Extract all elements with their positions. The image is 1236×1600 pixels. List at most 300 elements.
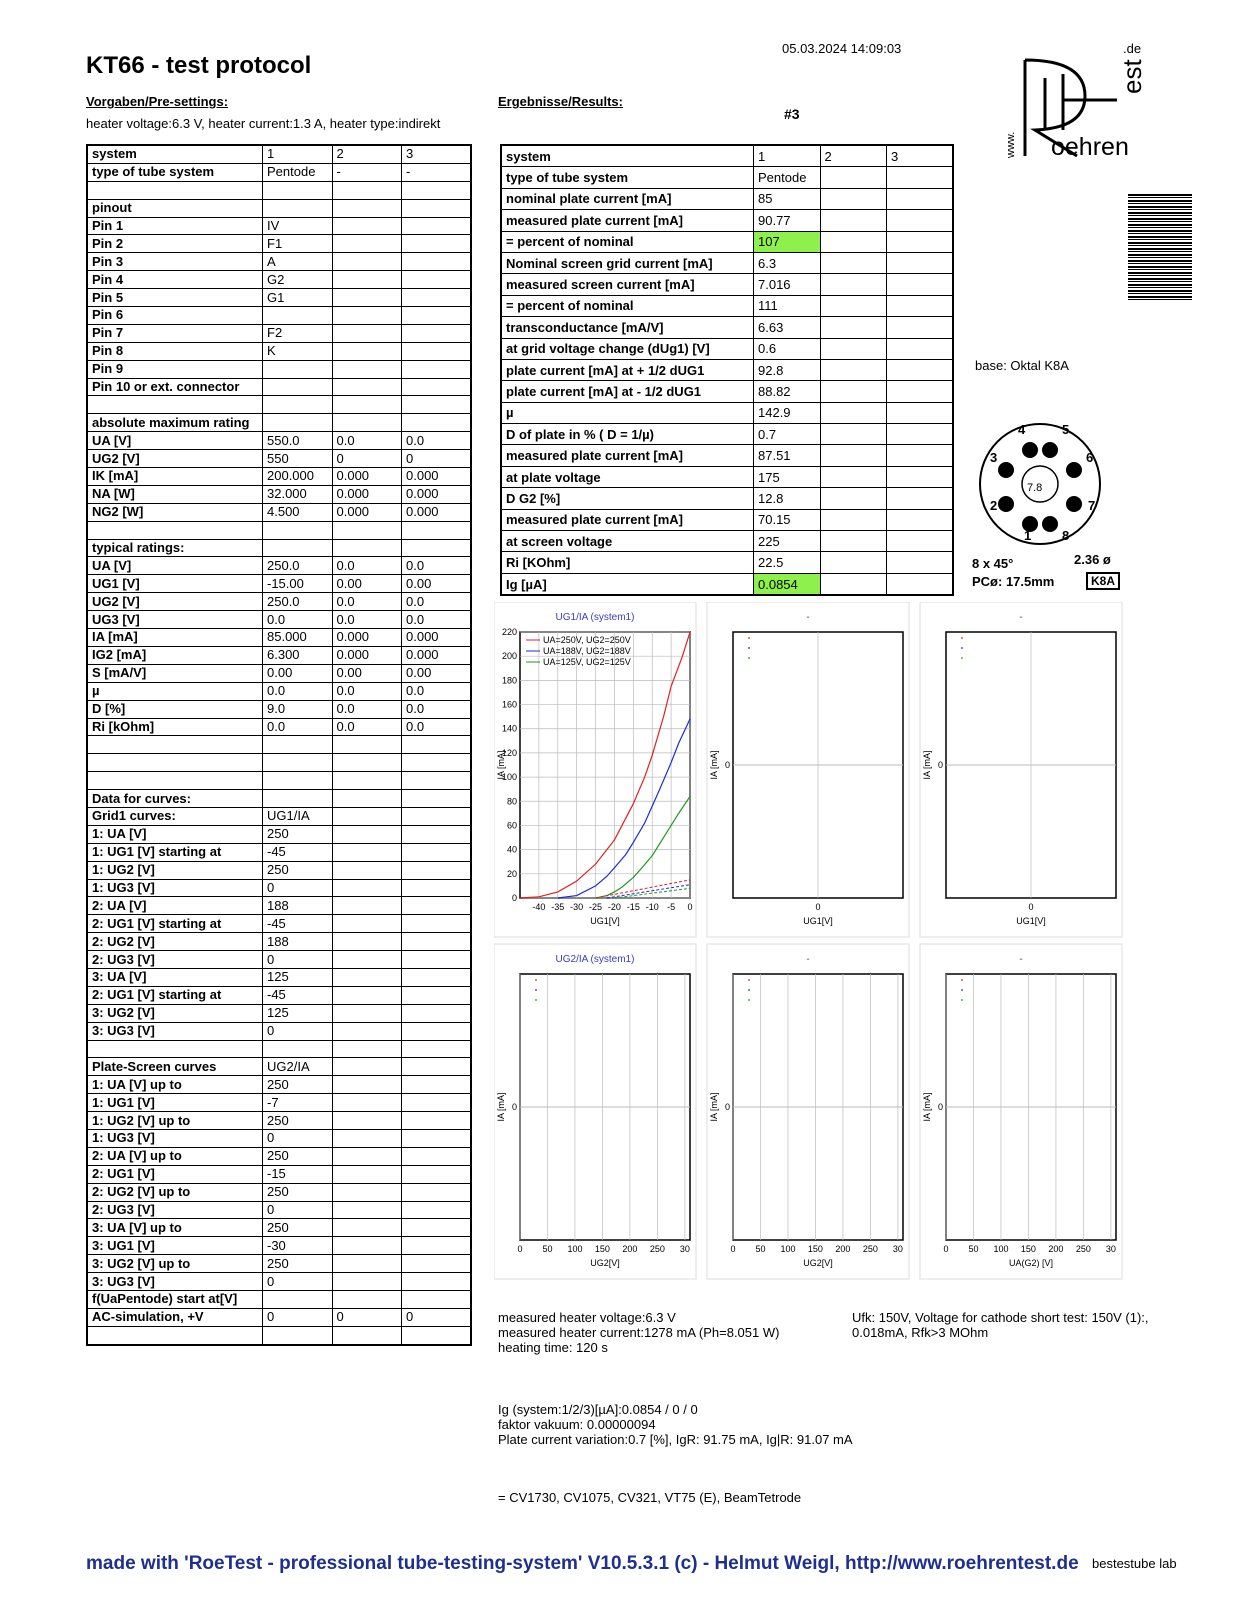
results-table	[500, 144, 954, 596]
table-cell	[402, 521, 472, 539]
table-cell	[820, 210, 887, 231]
table-row	[87, 432, 471, 450]
table-row	[87, 1219, 471, 1237]
table-row	[87, 468, 471, 486]
x-tick-label: 150	[1020, 1244, 1036, 1254]
table-cell: 0.00	[402, 575, 472, 593]
x-tick-label: -40	[532, 902, 546, 912]
table-cell	[402, 1237, 472, 1255]
table-cell	[332, 1201, 402, 1219]
table-cell: UG2 [V]	[87, 593, 263, 611]
pin-label-1: 1	[1024, 528, 1032, 543]
table-cell: 0	[263, 879, 333, 897]
table-cell: 0.7	[754, 424, 821, 445]
legend-dot	[748, 647, 750, 649]
table-cell: 3	[402, 145, 472, 163]
table-row	[87, 342, 471, 360]
table-cell: S [mA/V]	[87, 664, 263, 682]
table-cell	[402, 879, 472, 897]
table-cell	[263, 790, 333, 808]
table-cell: 12.8	[754, 488, 821, 509]
table-cell: 0.0	[402, 432, 472, 450]
table-cell: UG3 [V]	[87, 611, 263, 629]
y-tick-label: 0	[937, 760, 943, 770]
table-row	[87, 450, 471, 468]
table-cell: 188	[263, 897, 333, 915]
table-cell	[402, 235, 472, 253]
table-cell	[820, 274, 887, 295]
table-cell	[332, 1326, 402, 1344]
table-row	[87, 718, 471, 736]
table-row	[87, 593, 471, 611]
x-axis-label: UA(G2) [V]	[1008, 1258, 1054, 1268]
legend-dot	[748, 979, 750, 981]
table-cell	[332, 843, 402, 861]
y-tick-label: 200	[501, 651, 517, 662]
table-cell: F2	[263, 324, 333, 342]
table-cell: -45	[263, 915, 333, 933]
table-row	[87, 271, 471, 289]
table-cell	[332, 1273, 402, 1291]
table-cell: f(UaPentode) start at[V]	[87, 1291, 263, 1309]
table-cell	[402, 1291, 472, 1309]
table-cell: 0	[263, 1201, 333, 1219]
table-cell: 0.000	[332, 468, 402, 486]
table-cell	[263, 1291, 333, 1309]
table-cell: NG2 [W]	[87, 503, 263, 521]
x-tick-label: 250	[1075, 1244, 1091, 1254]
table-cell: 250	[263, 1112, 333, 1130]
table-cell	[402, 217, 472, 235]
table-row	[87, 611, 471, 629]
table-cell	[263, 199, 333, 217]
table-row	[501, 145, 953, 167]
base-pin-diameter: 2.36 ø	[1074, 552, 1111, 567]
table-cell	[887, 252, 954, 273]
table-cell	[887, 402, 954, 423]
table-cell: 1: UG2 [V] up to	[87, 1112, 263, 1130]
table-cell	[402, 1129, 472, 1147]
table-cell: 0.0	[402, 718, 472, 736]
table-cell: measured plate current [mA]	[501, 210, 754, 231]
table-row	[87, 378, 471, 396]
table-cell	[87, 736, 263, 754]
pin-label-6: 6	[1086, 450, 1094, 465]
table-row	[87, 682, 471, 700]
x-tick-label: 0	[1028, 902, 1034, 912]
table-cell: D of plate in % ( D = 1/µ)	[501, 424, 754, 445]
table-cell	[402, 736, 472, 754]
table-row	[87, 1201, 471, 1219]
table-cell	[402, 843, 472, 861]
table-cell: 6.3	[754, 252, 821, 273]
table-cell	[402, 1094, 472, 1112]
table-cell: UA [V]	[87, 557, 263, 575]
table-cell: 1: UG3 [V]	[87, 1129, 263, 1147]
x-tick-label: 150	[807, 1244, 823, 1254]
table-row	[87, 646, 471, 664]
table-cell	[820, 424, 887, 445]
chart-title: UG2/IA (system1)	[555, 954, 635, 965]
table-cell	[402, 414, 472, 432]
table-cell	[820, 445, 887, 466]
charts-area	[494, 602, 1124, 1304]
table-cell	[402, 897, 472, 915]
table-row	[87, 1112, 471, 1130]
x-tick-label: 100	[780, 1244, 796, 1254]
table-row	[87, 396, 471, 414]
table-cell: plate current [mA] at + 1/2 dUG1	[501, 359, 754, 380]
table-cell: at grid voltage change (dUg1) [V]	[501, 338, 754, 359]
table-cell: 7.016	[754, 274, 821, 295]
x-tick-label: 0	[943, 1244, 949, 1254]
table-cell: 0.0	[332, 718, 402, 736]
presettings-heading: Vorgaben/Pre-settings:	[86, 94, 229, 109]
x-tick-label: 50	[542, 1244, 553, 1254]
table-cell: 550.0	[263, 432, 333, 450]
x-axis-label: UG2[V]	[590, 1258, 620, 1268]
y-tick-label: 60	[506, 820, 517, 831]
table-cell	[402, 1255, 472, 1273]
table-cell: 2: UA [V] up to	[87, 1147, 263, 1165]
table-cell	[887, 552, 954, 573]
x-tick-label: 50	[755, 1244, 766, 1254]
table-cell	[87, 1040, 263, 1058]
table-cell	[820, 381, 887, 402]
pin-label-5: 5	[1062, 422, 1070, 437]
table-cell	[332, 235, 402, 253]
x-tick-label: 30	[679, 1244, 690, 1254]
x-tick-label: 200	[835, 1244, 851, 1254]
y-tick-label: 40	[506, 844, 517, 855]
table-cell	[402, 790, 472, 808]
table-cell	[332, 217, 402, 235]
presettings-table	[86, 144, 472, 1346]
measure-line-3: heating time: 120 s	[498, 1340, 608, 1355]
table-row	[501, 295, 953, 316]
table-cell: 0.0	[263, 718, 333, 736]
table-cell: Pentode	[263, 163, 333, 181]
table-row	[501, 274, 953, 295]
table-cell	[820, 552, 887, 573]
table-cell	[332, 342, 402, 360]
legend-dot	[961, 637, 963, 639]
table-cell	[887, 466, 954, 487]
table-cell: 3: UG3 [V]	[87, 1022, 263, 1040]
table-cell: 250	[263, 1255, 333, 1273]
table-cell	[263, 539, 333, 557]
table-row	[501, 252, 953, 273]
table-cell	[332, 289, 402, 307]
table-cell	[887, 509, 954, 530]
results-heading: Ergebnisse/Results:	[498, 94, 623, 109]
table-cell: -45	[263, 843, 333, 861]
table-cell: = percent of nominal	[501, 231, 754, 252]
plot-area	[520, 632, 690, 898]
table-cell: 1: UA [V] up to	[87, 1076, 263, 1094]
table-row	[87, 1273, 471, 1291]
table-cell: 0.0	[402, 611, 472, 629]
table-cell: IK [mA]	[87, 468, 263, 486]
table-row	[87, 1183, 471, 1201]
table-cell: type of tube system	[87, 163, 263, 181]
table-row	[87, 1308, 471, 1326]
table-cell: 0.0854	[754, 573, 821, 595]
table-cell	[332, 968, 402, 986]
table-cell	[263, 307, 333, 325]
table-cell: 2: UG1 [V] starting at	[87, 915, 263, 933]
table-cell: 2: UG3 [V]	[87, 1201, 263, 1219]
table-row	[87, 879, 471, 897]
table-cell: Pin 6	[87, 307, 263, 325]
table-cell: IA [mA]	[87, 629, 263, 647]
table-cell: 0.00	[402, 664, 472, 682]
table-row	[501, 509, 953, 530]
table-cell	[332, 1076, 402, 1094]
y-tick-label: 80	[506, 796, 517, 807]
table-cell: pinout	[87, 199, 263, 217]
table-cell	[332, 736, 402, 754]
table-cell: Ri [kOhm]	[87, 718, 263, 736]
x-axis-label: UG2[V]	[803, 1258, 833, 1268]
chart-title: -	[1019, 612, 1023, 623]
table-cell: 1	[263, 145, 333, 163]
table-row	[87, 199, 471, 217]
table-cell: 175	[754, 466, 821, 487]
x-tick-label: 250	[862, 1244, 878, 1254]
table-cell	[332, 307, 402, 325]
table-cell: 2	[332, 145, 402, 163]
x-tick-label: 200	[1048, 1244, 1064, 1254]
table-row	[87, 664, 471, 682]
table-cell: 9.0	[263, 700, 333, 718]
table-cell: 1: UG3 [V]	[87, 879, 263, 897]
table-cell	[332, 1219, 402, 1237]
table-cell: 0.0	[332, 700, 402, 718]
table-cell: at plate voltage	[501, 466, 754, 487]
table-cell: 3: UG1 [V]	[87, 1237, 263, 1255]
table-row	[87, 825, 471, 843]
x-tick-label: -20	[607, 902, 621, 912]
x-tick-label: 100	[993, 1244, 1009, 1254]
table-cell: 1: UG1 [V] starting at	[87, 843, 263, 861]
base-pc: PCø: 17.5mm	[972, 574, 1055, 589]
grid-current-info	[498, 1402, 853, 1447]
table-cell	[402, 539, 472, 557]
legend-dot	[748, 999, 750, 1001]
table-cell: 3: UG3 [V]	[87, 1273, 263, 1291]
table-cell	[402, 1112, 472, 1130]
y-axis-label: IA [mA]	[922, 750, 932, 780]
table-cell: 0.0	[332, 682, 402, 700]
table-cell	[332, 539, 402, 557]
table-row	[501, 231, 953, 252]
table-cell: Pentode	[754, 167, 821, 188]
table-cell	[402, 360, 472, 378]
table-cell: typical ratings:	[87, 539, 263, 557]
table-cell: 0.000	[402, 468, 472, 486]
table-cell: 0.00	[263, 664, 333, 682]
x-tick-label: 0	[687, 902, 693, 912]
table-cell	[332, 1058, 402, 1076]
table-cell	[332, 1165, 402, 1183]
table-row	[87, 1165, 471, 1183]
roehrentest-logo	[1005, 38, 1155, 164]
table-cell: 0.0	[402, 593, 472, 611]
table-row	[87, 503, 471, 521]
table-cell: Grid1 curves:	[87, 807, 263, 825]
table-cell	[332, 324, 402, 342]
x-tick-label: -25	[589, 902, 603, 912]
table-cell: UG1 [V]	[87, 575, 263, 593]
table-cell: 250.0	[263, 593, 333, 611]
result-number: #3	[784, 106, 800, 122]
table-cell: 0.000	[402, 646, 472, 664]
table-cell	[887, 188, 954, 209]
table-cell: 250	[263, 861, 333, 879]
table-cell: system	[87, 145, 263, 163]
x-tick-label: 0	[730, 1244, 736, 1254]
table-cell	[820, 295, 887, 316]
x-tick-label: -10	[645, 902, 659, 912]
base-label: base: Oktal K8A	[975, 358, 1069, 373]
table-cell	[263, 1326, 333, 1344]
ig-line-1: Ig (system:1/2/3)[µA]:0.0854 / 0 / 0	[498, 1402, 698, 1417]
table-cell	[402, 986, 472, 1004]
x-tick-label: 200	[622, 1244, 638, 1254]
y-axis-label: IA [mA]	[496, 1092, 506, 1122]
table-row	[501, 531, 953, 552]
table-cell: 0.0	[402, 682, 472, 700]
table-cell: 70.15	[754, 509, 821, 530]
table-cell	[820, 252, 887, 273]
x-tick-label: 0	[517, 1244, 523, 1254]
table-cell	[402, 1147, 472, 1165]
barcode	[1128, 194, 1192, 302]
y-tick-label: 100	[501, 772, 517, 783]
legend-dot	[961, 979, 963, 981]
table-cell	[820, 488, 887, 509]
table-row	[87, 521, 471, 539]
table-cell: measured screen current [mA]	[501, 274, 754, 295]
table-cell: transconductance [mA/V]	[501, 317, 754, 338]
table-cell: 0.000	[332, 485, 402, 503]
base-diagram	[970, 420, 1130, 606]
table-cell	[402, 324, 472, 342]
table-cell	[887, 274, 954, 295]
pin-label-7: 7	[1088, 498, 1096, 513]
legend-dot	[535, 979, 537, 981]
table-cell	[402, 1076, 472, 1094]
table-cell: 0.0	[332, 593, 402, 611]
legend-entry: UA=125V, UG2=125V	[543, 657, 631, 667]
table-cell	[402, 378, 472, 396]
table-cell: 85.000	[263, 629, 333, 647]
table-cell: 0	[263, 1273, 333, 1291]
table-cell: UA [V]	[87, 432, 263, 450]
table-cell	[332, 253, 402, 271]
x-axis-label: UG1[V]	[590, 916, 620, 926]
base-angle: 8 x 45°	[972, 556, 1014, 571]
table-cell: 0	[263, 1129, 333, 1147]
table-cell	[332, 378, 402, 396]
table-row	[87, 772, 471, 790]
table-cell	[332, 414, 402, 432]
table-cell	[402, 396, 472, 414]
table-cell: Pin 9	[87, 360, 263, 378]
chart-title: -	[806, 612, 810, 623]
table-cell: K	[263, 342, 333, 360]
table-cell: 0.6	[754, 338, 821, 359]
table-cell: Pin 2	[87, 235, 263, 253]
table-cell: Pin 5	[87, 289, 263, 307]
table-row	[87, 1129, 471, 1147]
table-cell	[820, 402, 887, 423]
table-row	[87, 951, 471, 969]
table-cell	[332, 986, 402, 1004]
table-cell: measured plate current [mA]	[501, 509, 754, 530]
table-row	[87, 360, 471, 378]
table-cell: 3: UA [V]	[87, 968, 263, 986]
table-cell: 550	[263, 450, 333, 468]
table-cell: Pin 1	[87, 217, 263, 235]
table-cell	[263, 736, 333, 754]
table-cell: -30	[263, 1237, 333, 1255]
table-cell: 188	[263, 933, 333, 951]
table-cell	[402, 915, 472, 933]
table-row	[501, 338, 953, 359]
table-cell: Data for curves:	[87, 790, 263, 808]
table-row	[87, 557, 471, 575]
table-cell: 90.77	[754, 210, 821, 231]
x-tick-label: 0	[815, 902, 821, 912]
table-cell	[263, 181, 333, 199]
table-cell	[332, 1237, 402, 1255]
table-cell	[332, 915, 402, 933]
table-row	[87, 700, 471, 718]
table-cell	[820, 231, 887, 252]
table-cell: 0.00	[332, 575, 402, 593]
table-cell: type of tube system	[501, 167, 754, 188]
table-cell: 0.000	[402, 485, 472, 503]
table-cell	[402, 1201, 472, 1219]
cathode-test	[852, 1310, 1149, 1340]
table-cell: = percent of nominal	[501, 295, 754, 316]
table-cell	[402, 181, 472, 199]
table-cell	[402, 1004, 472, 1022]
table-cell	[887, 424, 954, 445]
table-cell	[820, 359, 887, 380]
table-cell: 0	[263, 1308, 333, 1326]
table-row	[87, 181, 471, 199]
table-cell: 0.0	[402, 700, 472, 718]
legend-dot	[961, 989, 963, 991]
table-cell: D [%]	[87, 700, 263, 718]
table-cell: 250.0	[263, 557, 333, 575]
table-cell: F1	[263, 235, 333, 253]
table-row	[87, 1237, 471, 1255]
table-row	[501, 466, 953, 487]
table-cell: 125	[263, 1004, 333, 1022]
table-row	[87, 485, 471, 503]
table-cell	[332, 1291, 402, 1309]
charts-svg	[494, 602, 1124, 1304]
table-cell: 107	[754, 231, 821, 252]
table-cell: 225	[754, 531, 821, 552]
table-cell: system	[501, 145, 754, 167]
table-cell: 32.000	[263, 485, 333, 503]
y-axis-label: IA [mA]	[709, 1092, 719, 1122]
